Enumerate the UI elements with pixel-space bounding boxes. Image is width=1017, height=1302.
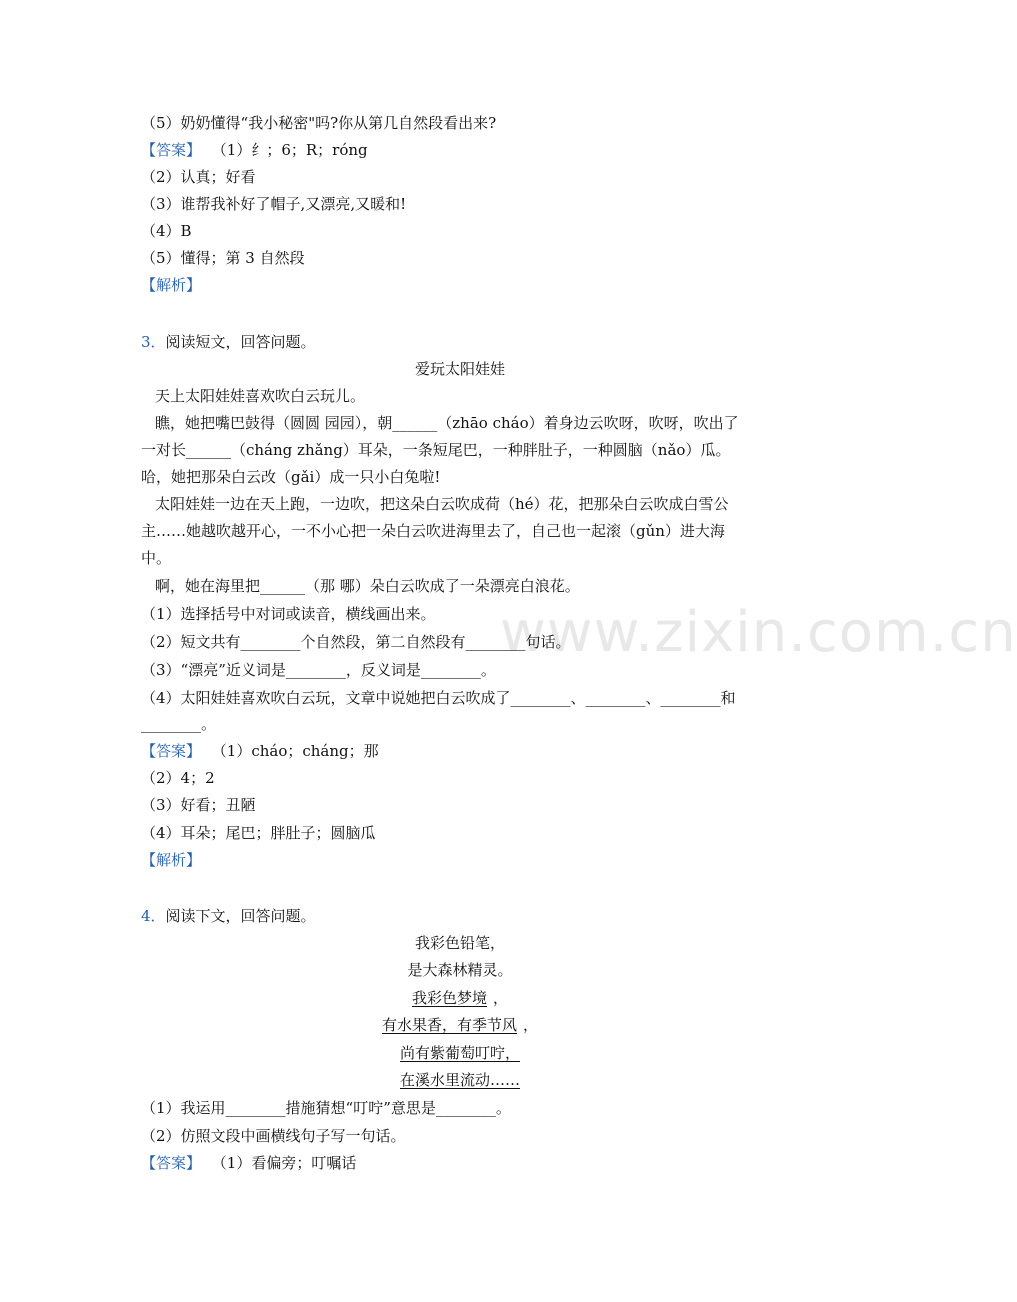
underlined-text: 尚有紫葡萄叮咛， [399,1044,520,1062]
answer-item: （3）谁帮我补好了帽子,又漂亮,又暖和! [141,195,407,213]
q4-header [141,906,316,926]
answer-tag: 【答案】 [141,1154,202,1172]
answer-item: （1）纟；6；R；róng [211,141,368,159]
passage-paragraph: 瞧，她把嘴巴鼓得（圆圆 园园），朝______（zhāo cháo）着身边云吹呀，吹呀，吹出了 [155,414,739,432]
underlined-text: 在溪水里流动…… [399,1071,520,1089]
poem-line-underlined [0,1070,920,1090]
sub-question: （3）“漂亮”近义词是________，反义词是________。 [141,661,496,679]
passage-paragraph-cont: 中。 [141,549,172,567]
q3-answer-line [141,741,379,761]
question-prompt: 阅读短文，回答问题。 [165,333,316,351]
q3-header [141,332,316,352]
answer-item: （2）4；2 [141,769,215,787]
question-number: 4． [141,907,166,925]
analysis-tag: 【解析】 [141,851,202,869]
passage-title: 爱玩太阳娃娃 [414,360,505,378]
poem-line-underlined [0,1043,920,1063]
sub-question-cont: ________。 [141,715,217,733]
sub-question: （2）短文共有________个自然段，第二自然段有________句话。 [141,633,571,651]
passage-paragraph: 啊，她在海里把______（那 哪）朵白云吹成了一朵漂亮白浪花。 [155,577,580,595]
answer-item: （2）认真；好看 [141,168,256,186]
answer-tag: 【答案】 [141,141,202,159]
poem-line: 我彩色铅笔， [414,934,505,952]
answer-item: （5）懂得；第 3 自然段 [141,249,305,267]
passage-paragraph: 天上太阳娃娃喜欢吹白云玩儿。 [155,387,366,405]
poem-line: 是大森林精灵。 [407,961,513,979]
underlined-text: 我彩色梦境 [411,989,487,1007]
sub-question: （1）我运用________措施猜想“叮咛”意思是________。 [141,1099,511,1117]
question-prompt: 阅读下文，回答问题。 [165,907,316,925]
underlined-text: 有水果香，有季节风 [381,1016,517,1034]
answer-item: （4）耳朵；尾巴；胖肚子；圆脑瓜 [141,824,376,842]
punctuation: ， [523,1016,539,1034]
sub-question: （2）仿照文段中画横线句子写一句话。 [141,1127,406,1145]
q2-answer-line [141,140,368,160]
answer-item: （3）好看；丑陋 [141,796,256,814]
sub-question: （4）太阳娃娃喜欢吹白云玩，文章中说她把白云吹成了________、________、________和 [141,689,736,707]
analysis-tag: 【解析】 [141,276,202,294]
watermark: www.zixin.com.cn [500,600,1017,665]
sub-question: （1）选择括号中对词或读音，横线画出来。 [141,605,436,623]
passage-paragraph-cont: 一对长______（cháng zhǎng）耳朵，一条短尾巴，一种胖肚子，一种圆脑（nǎo）瓜。 [141,441,731,459]
poem-line-underlined [0,1015,920,1035]
answer-item: （1）cháo；cháng；那 [211,742,379,760]
q4-answer-line [141,1153,356,1173]
poem-line-underlined [0,988,920,1008]
punctuation: ， [493,989,509,1007]
passage-paragraph: 太阳娃娃一边在天上跑，一边吹，把这朵白云吹成荷（hé）花，把那朵白云吹成白雪公 [155,495,729,513]
passage-paragraph-cont: 哈，她把那朵白云改（gǎi）成一只小白兔啦! [141,468,441,486]
answer-item: （1）看偏旁；叮嘱话 [211,1154,357,1172]
answer-tag: 【答案】 [141,742,202,760]
answer-item: （4）B [141,222,192,240]
q2-sub-question-5: （5）奶奶懂得“我小秘密"吗?你从第几自然段看出来? [141,114,497,132]
passage-paragraph-cont: 主……她越吹越开心，一不小心把一朵白云吹进海里去了，自己也一起滚（gǔn）进大海 [141,522,725,540]
question-number: 3． [141,333,166,351]
